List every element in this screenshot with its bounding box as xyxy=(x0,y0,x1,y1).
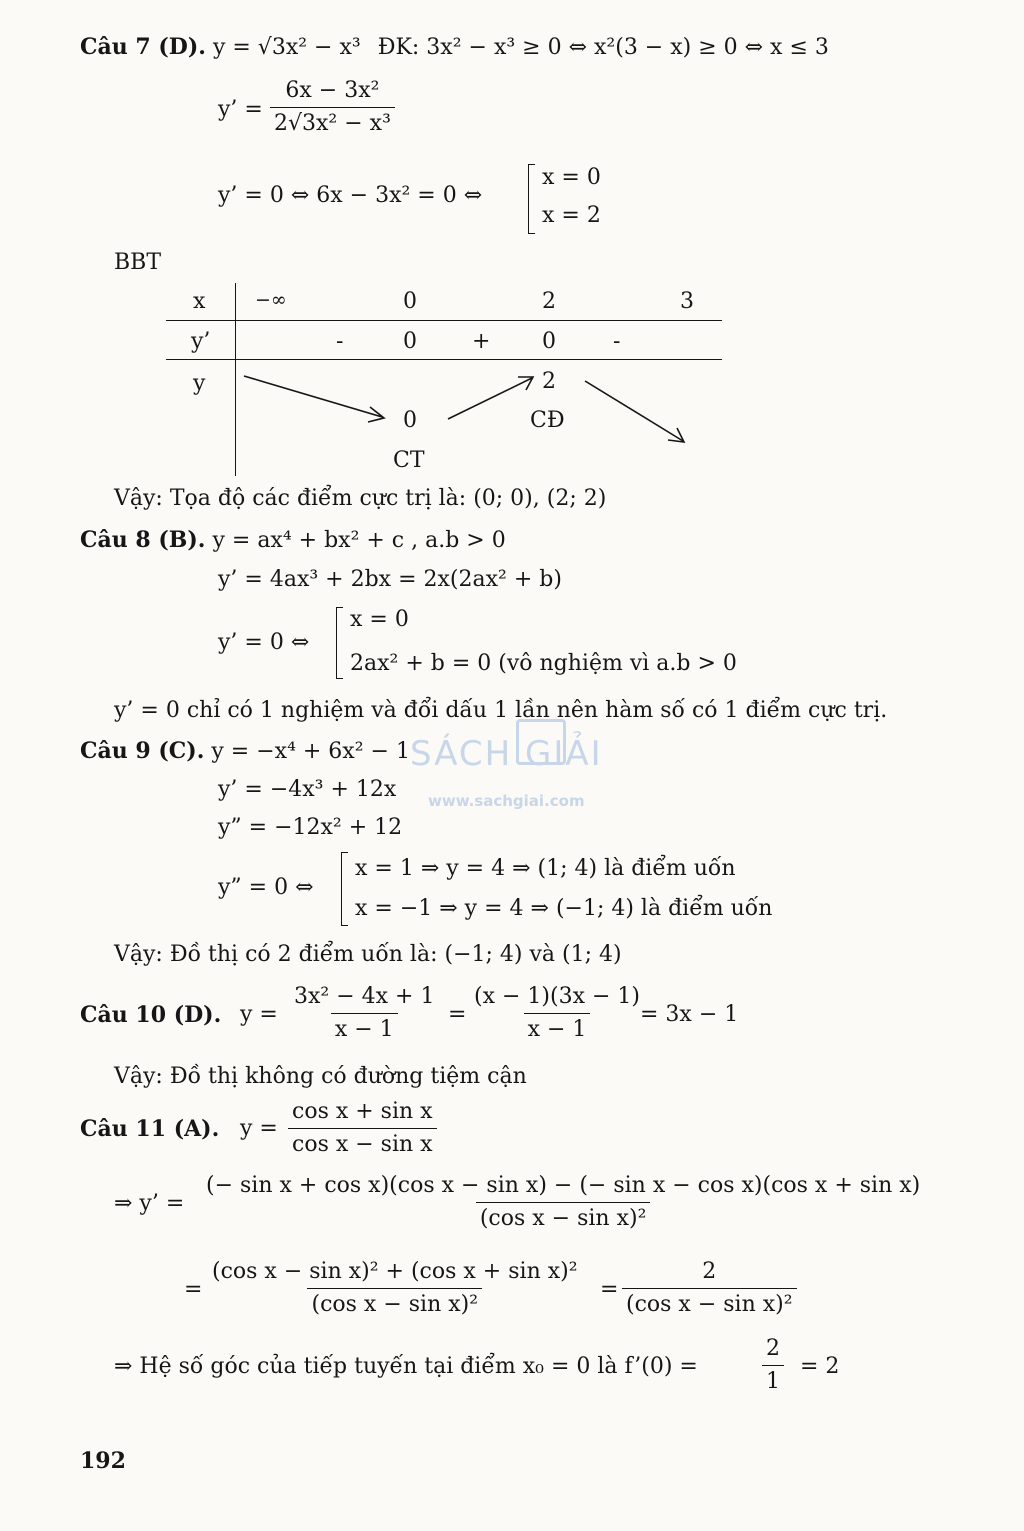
q9-case-1: x = 1 ⇒ y = 4 ⇒ (1; 4) là điểm uốn xyxy=(355,856,736,881)
table-yprime-sign-2: + xyxy=(472,329,491,354)
q7-domain-condition: ĐK: 3x² − x³ ≥ 0 ⇔ x²(3 − x) ≥ 0 ⇔ x ≤ 3 xyxy=(377,35,829,60)
q10-fraction-1-denominator: x − 1 xyxy=(331,1013,398,1041)
q8-derivative: y’ = 4ax³ + 2bx = 2x(2ax² + b) xyxy=(218,567,562,592)
q11-result-numerator: 2 xyxy=(702,1259,717,1284)
table-x-0: 0 xyxy=(403,289,417,314)
q11-derivative-lhs: ⇒ y’ = xyxy=(114,1191,185,1216)
q11-function-denominator: cos x − sin x xyxy=(288,1128,437,1156)
table-cd-label: CĐ xyxy=(530,408,565,433)
q9-label: Câu 9 (C). xyxy=(80,738,205,764)
q11-result-fraction xyxy=(622,1261,797,1316)
q11-simplified-numerator: (cos x − sin x)² + (cos x + sin x)² xyxy=(212,1259,578,1284)
table-row-label-x: x xyxy=(193,289,206,314)
q9-zero-lhs: y” = 0 ⇔ xyxy=(218,875,314,900)
q10-fraction-2 xyxy=(470,986,644,1041)
q11-slope-denominator: 1 xyxy=(762,1365,784,1393)
q8-label: Câu 8 (B). xyxy=(80,527,206,553)
q11-derivative-numerator: (− sin x + cos x)(cos x − sin x) − (− sin x − cos x)(cos x + sin x) xyxy=(206,1173,921,1198)
q9-function: y = −x⁴ + 6x² − 1 xyxy=(211,739,410,764)
q7-zero-lhs: y’ = 0 ⇔ 6x − 3x² = 0 ⇔ xyxy=(218,183,483,208)
q9-line xyxy=(80,740,410,763)
table-arrows xyxy=(0,0,1024,500)
watermark-brand: SÁCH GIẢI xyxy=(410,734,603,774)
q7-label: Câu 7 (D). xyxy=(80,34,206,60)
q8-note: y’ = 0 chỉ có 1 nghiệm và đổi dấu 1 lần nên hàm số có 1 điểm cực trị. xyxy=(114,698,888,723)
q9-first-derivative: y’ = −4x³ + 12x xyxy=(218,777,397,802)
q10-label: Câu 10 (D). xyxy=(80,1002,222,1028)
q10-y-equals: y = xyxy=(240,1002,278,1027)
table-row-label-y: y xyxy=(193,371,206,396)
q11-label: Câu 11 (A). xyxy=(80,1116,220,1142)
q11-equals-2: = xyxy=(600,1277,619,1302)
q7-yprime-denominator: 2√3x² − x³ xyxy=(270,107,395,135)
page-number: 192 xyxy=(80,1448,126,1474)
table-row-label-yprime: y’ xyxy=(191,329,211,354)
q11-function-numerator: cos x + sin x xyxy=(292,1099,433,1124)
q8-zero-lhs: y’ = 0 ⇔ xyxy=(218,630,310,655)
q8-function: y = ax⁴ + bx² + c , a.b > 0 xyxy=(212,528,506,553)
q10-fraction-2-numerator: (x − 1)(3x − 1) xyxy=(474,984,640,1009)
q8-case-1: x = 0 xyxy=(350,607,409,632)
q7-root-2: x = 2 xyxy=(542,203,601,228)
q10-fraction-1-numerator: 3x² − 4x + 1 xyxy=(294,984,435,1009)
table-x-2: 2 xyxy=(542,289,556,314)
q9-second-derivative: y” = −12x² + 12 xyxy=(218,815,403,840)
q7-yprime-numerator: 6x − 3x² xyxy=(285,78,380,103)
q10-equals: = xyxy=(448,1002,467,1027)
table-yprime-zero-1: 0 xyxy=(403,329,417,354)
q11-slope-text: ⇒ Hệ số góc của tiếp tuyến tại điểm x₀ = 0 là f’(0) = xyxy=(114,1354,698,1379)
q11-simplified-denominator: (cos x − sin x)² xyxy=(307,1288,482,1316)
table-yprime-sign-3: - xyxy=(613,329,621,354)
q11-result-denominator: (cos x − sin x)² xyxy=(622,1288,797,1316)
arrow-increase xyxy=(448,378,532,419)
arrow-decrease-2 xyxy=(585,381,683,441)
table-x-3: 3 xyxy=(680,289,694,314)
table-yprime-zero-2: 0 xyxy=(542,329,556,354)
q7-bbt-label: BBT xyxy=(114,250,162,275)
q10-conclusion: Vậy: Đồ thị không có đường tiệm cận xyxy=(114,1064,527,1089)
q11-derivative-denominator: (cos x − sin x)² xyxy=(476,1202,651,1230)
q7-function: y = √3x² − x³ xyxy=(212,35,361,60)
q9-conclusion: Vậy: Đồ thị có 2 điểm uốn là: (−1; 4) và (1; 4) xyxy=(114,942,622,967)
q9-case-2: x = −1 ⇒ y = 4 ⇒ (−1; 4) là điểm uốn xyxy=(355,896,773,921)
q11-function-fraction xyxy=(288,1101,437,1156)
q10-fraction-1 xyxy=(290,986,438,1041)
arrow-decrease-1 xyxy=(244,376,382,417)
q11-equals-1: = xyxy=(184,1277,203,1302)
q11-derivative-fraction xyxy=(202,1175,924,1230)
q11-slope-fraction xyxy=(762,1338,784,1393)
q7-conclusion: Vậy: Tọa độ các điểm cực trị là: (0; 0), (2; 2) xyxy=(114,486,607,511)
q7-root-1: x = 0 xyxy=(542,165,601,190)
q8-line xyxy=(80,529,506,552)
table-y-max-value: 2 xyxy=(542,369,556,394)
q7-yprime-lhs: y’ = xyxy=(218,97,263,122)
table-ct-label: CT xyxy=(393,448,425,473)
q10-result: = 3x − 1 xyxy=(640,1002,739,1027)
q11-slope-numerator: 2 xyxy=(766,1336,780,1361)
q9-cases-bracket xyxy=(341,852,348,926)
watermark-url: www.sachgiai.com xyxy=(428,792,585,810)
q11-y-equals: y = xyxy=(240,1116,278,1141)
q10-fraction-2-denominator: x − 1 xyxy=(524,1013,591,1041)
table-x-neg-infinity: −∞ xyxy=(255,289,287,311)
q11-simplified-fraction xyxy=(208,1261,582,1316)
q8-case-2: 2ax² + b = 0 (vô nghiệm vì a.b > 0 xyxy=(350,651,737,676)
q8-cases-bracket xyxy=(336,607,343,679)
q11-slope-result: = 2 xyxy=(800,1354,840,1379)
table-y-min-value: 0 xyxy=(403,408,417,433)
table-yprime-sign-1: - xyxy=(336,329,344,354)
